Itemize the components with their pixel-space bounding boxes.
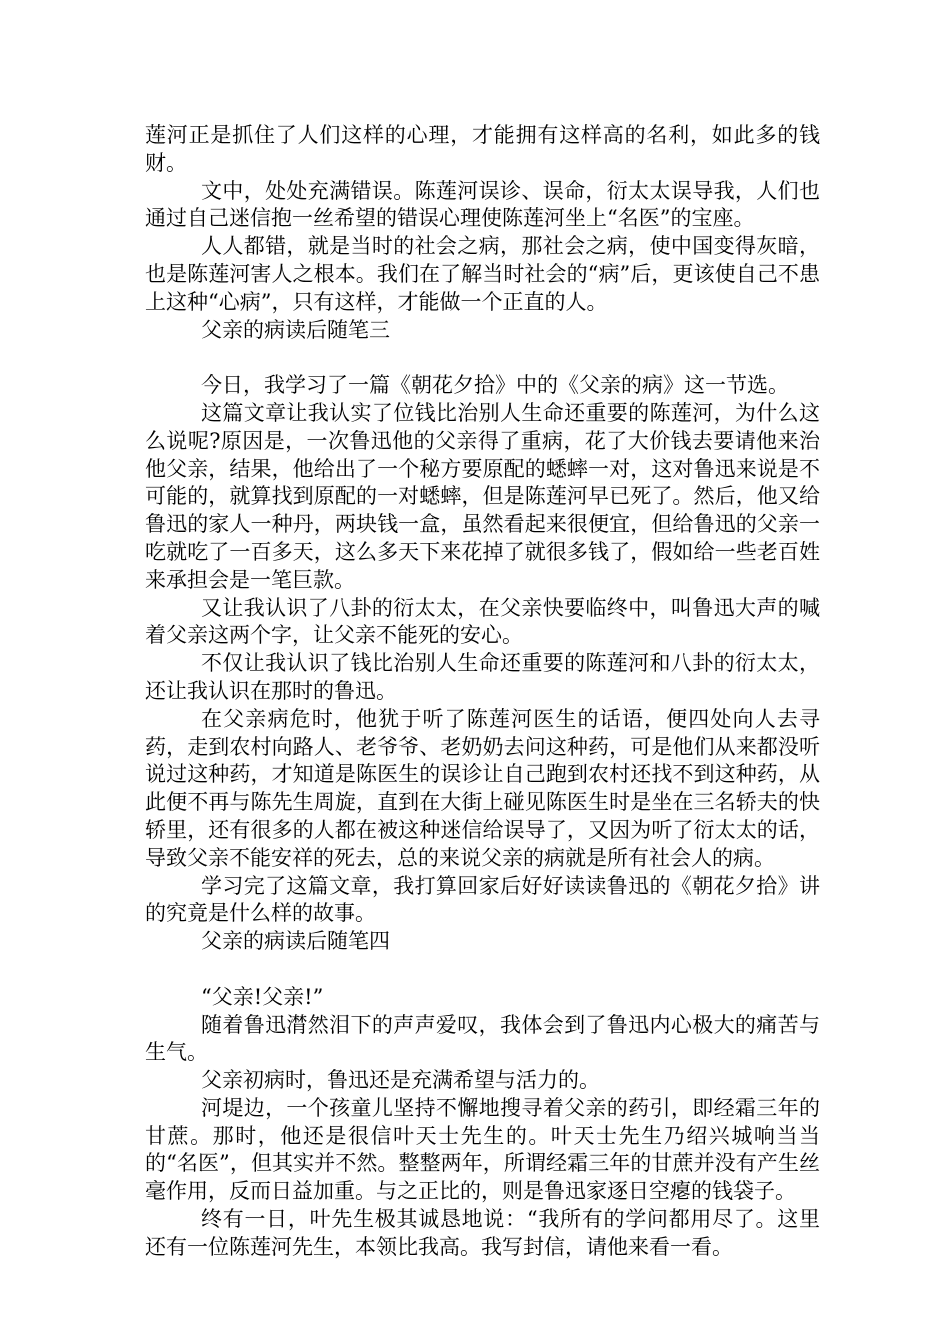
section-heading: 父亲的病读后随笔四 bbox=[201, 929, 390, 954]
body-paragraph: 莲河正是抓住了人们这样的心理，才能拥有这样高的名利，如此多的钱财。 bbox=[145, 123, 820, 175]
body-paragraph: 文中，处处充满错误。陈莲河误诊、误命，衍太太误导我，人们也通过自己迷信抱一丝希望的错误心理使陈莲河坐上“名医”的宝座。 bbox=[145, 178, 820, 231]
body-paragraph: “父亲!父亲!” bbox=[201, 984, 324, 1009]
body-paragraph: 人人都错，就是当时的社会之病，那社会之病，使中国变得灰暗，也是陈莲河害人之根本。我们在了解当时社会的“病”后，更该使自己不患上这种“心病”，只有这样，才能做一个正直的人。 bbox=[145, 234, 820, 314]
document-page bbox=[145, 122, 820, 1262]
body-paragraph: 这篇文章让我认实了位钱比治别人生命还重要的陈莲河，为什么这么说呢?原因是，一次鲁迅他的父亲得了重病，花了大价钱去要请他来治他父亲，结果，他给出了一个秘方要原配的蟋蟀一对，这对鲁迅来说是不可能的，就算找到原配的一对蟋蟀，但是陈莲河早已死了。然后，他又给鲁迅的家人一种丹，两块钱一盒，虽然看起来很便宜，但给鲁迅的父亲一吃就吃了一百多天，这么多天下来花掉了就很多钱了，假如给一些老百姓来承担会是一笔巨款。 bbox=[145, 400, 820, 592]
body-paragraph: 在父亲病危时，他犹于听了陈莲河医生的话语，便四处向人去寻药，走到农村向路人、老爷爷、老奶奶去问这种药，可是他们从来都没听说过这种药，才知道是陈医生的误诊让自己跑到农村还找不到这种药，从此便不再与陈先生周旋，直到在大街上碰见陈医生时是坐在三名轿夫的快轿里，还有很多的人都在被这种迷信给误导了，又因为听了衍太太的话，导致父亲不能安祥的死去，总的来说父亲的病就是所有社会人的病。 bbox=[145, 706, 820, 870]
body-paragraph: 又让我认识了八卦的衍太太，在父亲快要临终中，叫鲁迅大声的喊着父亲这两个字，让父亲不能死的安心。 bbox=[145, 595, 820, 648]
body-paragraph: 学习完了这篇文章，我打算回家后好好读读鲁迅的《朝花夕拾》讲的究竟是什么样的故事。 bbox=[145, 873, 820, 926]
blank-line bbox=[145, 956, 820, 984]
body-paragraph: 终有一日，叶先生极其诚恳地说：“我所有的学问都用尽了。这里还有一位陈莲河先生，本领比我高。我写封信，请他来看一看。 bbox=[145, 1207, 820, 1259]
body-paragraph: 今日，我学习了一篇《朝花夕拾》中的《父亲的病》这一节选。 bbox=[201, 373, 789, 398]
body-paragraph: 随着鲁迅潸然泪下的声声爱叹，我体会到了鲁迅内心极大的痛苦与生气。 bbox=[145, 1012, 820, 1065]
section-heading: 父亲的病读后随笔三 bbox=[201, 317, 390, 342]
body-paragraph: 父亲初病时，鲁迅还是充满希望与活力的。 bbox=[201, 1068, 600, 1093]
blank-line bbox=[145, 344, 820, 372]
body-paragraph: 不仅让我认识了钱比治别人生命还重要的陈莲河和八卦的衍太太，还让我认识在那时的鲁迅。 bbox=[145, 651, 820, 703]
body-paragraph: 河堤边，一个孩童儿坚持不懈地搜寻着父亲的药引，即经霜三年的甘蔗。那时，他还是很信叶天士先生的。叶天士先生乃绍兴城响当当的“名医”，但其实并不然。整整两年，所谓经霜三年的甘蔗并没有产生丝毫作用，反而日益加重。与之正比的，则是鲁迅家逐日空瘪的钱袋子。 bbox=[145, 1095, 820, 1204]
